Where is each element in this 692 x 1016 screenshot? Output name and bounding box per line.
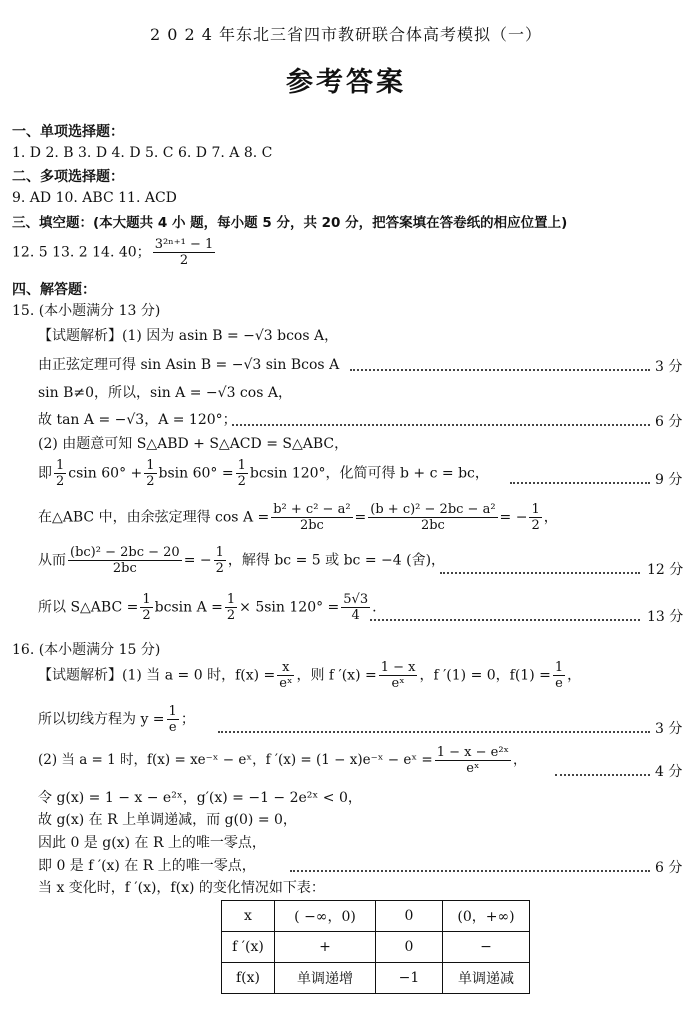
fraction-numerator: 1 bbox=[56, 458, 65, 473]
text: ，则 f ′(x) = bbox=[296, 667, 377, 684]
section-heading-multi-choice: 二、多项选择题： bbox=[12, 169, 124, 185]
q16-line-4: 令 g(x) = 1 − x − e²ˣ，g′(x) = −1 − 2e²ˣ < 0， bbox=[38, 790, 362, 806]
section-heading-fill-blank: 三、填空题：(本大题共 4 小 题，每小题 5 分，共 20 分，把答案填在答卷纸的相应位置上) bbox=[12, 215, 568, 231]
q15-line-6 bbox=[38, 458, 489, 489]
text: 所以 S△ABC = bbox=[38, 599, 139, 616]
fraction bbox=[553, 660, 565, 691]
table-cell: − bbox=[443, 932, 530, 963]
fraction-numerator: (bc)² − 2bc − 20 bbox=[70, 545, 180, 560]
text: bcsin A = bbox=[154, 599, 223, 616]
fraction-half bbox=[214, 545, 226, 576]
dot-leader bbox=[555, 774, 650, 776]
q16-line-5: 故 g(x) 在 R 上单调递减，而 g(0) = 0， bbox=[38, 812, 297, 828]
fraction-numerator: 1 bbox=[142, 592, 151, 607]
exam-title: 2 0 2 4 年东北三省四市教研联合体高考模拟（一） bbox=[149, 25, 543, 44]
table-cell: (0，+∞) bbox=[443, 901, 530, 932]
dot-leader bbox=[290, 870, 650, 872]
fraction-denominator: e bbox=[555, 676, 563, 691]
fraction-denominator: 2bc bbox=[420, 518, 445, 533]
text: ， bbox=[567, 667, 582, 684]
fraction-denominator: 2 bbox=[215, 561, 224, 576]
fill-blank-answers bbox=[12, 237, 217, 268]
fraction-numerator: 3²ⁿ⁺¹ − 1 bbox=[154, 237, 214, 252]
table-row bbox=[222, 932, 530, 963]
fraction-denominator: eˣ bbox=[391, 676, 405, 691]
score-mark: 9 分 bbox=[655, 472, 683, 488]
table-cell: −1 bbox=[376, 963, 443, 994]
fraction-half bbox=[236, 458, 248, 489]
dot-leader bbox=[510, 482, 650, 484]
variation-table bbox=[221, 900, 530, 994]
q16-title: 16. (本小题满分 15 分) bbox=[12, 642, 161, 658]
fraction bbox=[341, 592, 370, 623]
fraction-denominator: 2 bbox=[179, 253, 189, 268]
score-mark: 6 分 bbox=[655, 414, 683, 430]
dot-leader bbox=[370, 619, 640, 621]
table-cell: 单调递增 bbox=[275, 963, 376, 994]
fraction-denominator: 2bc bbox=[299, 518, 324, 533]
fraction bbox=[435, 745, 511, 776]
answer-14-fraction bbox=[153, 237, 216, 268]
fraction-denominator: 2 bbox=[531, 518, 540, 533]
text: bsin 60° = bbox=[158, 465, 234, 482]
q16-line-6: 因此 0 是 g(x) 在 R 上的唯一零点， bbox=[38, 835, 266, 851]
table-cell: 0 bbox=[376, 932, 443, 963]
q15-line-4: 故 tan A = −√3，A = 120°； bbox=[38, 412, 237, 428]
fraction bbox=[271, 502, 352, 533]
fraction-numerator: 1 bbox=[226, 592, 236, 607]
q15-line-5: (2) 由题意可知 S△ABD + S△ACD = S△ABC， bbox=[38, 436, 349, 452]
fraction-numerator: x bbox=[277, 660, 294, 676]
q15-line-2: 由正弦定理可得 sin Asin B = −√3 sin Bcos A bbox=[38, 357, 340, 373]
table-row bbox=[222, 901, 530, 932]
q16-line-3 bbox=[38, 745, 527, 776]
score-mark: 12 分 bbox=[647, 562, 684, 578]
fraction-numerator: (b + c)² − 2bc − a² bbox=[370, 502, 496, 517]
fraction bbox=[379, 660, 418, 691]
fraction-half bbox=[140, 592, 152, 623]
fraction-numerator: 1 bbox=[554, 660, 564, 675]
text: ，f ′(1) = 0，f(1) = bbox=[419, 667, 551, 684]
text: csin 60° + bbox=[68, 465, 143, 482]
fraction-denominator: 2bc bbox=[112, 561, 137, 576]
q15-line-3: sin B≠0，所以，sin A = −√3 cos A， bbox=[38, 385, 292, 401]
score-mark: 4 分 bbox=[655, 764, 683, 780]
text: 在△ABC 中，由余弦定理得 cos A = bbox=[38, 509, 270, 526]
fill-blank-answers-text: 12. 5 13. 2 14. 40； bbox=[12, 244, 151, 261]
text: 从而 bbox=[38, 552, 66, 569]
score-mark: 13 分 bbox=[647, 609, 684, 625]
fraction-denominator: 2 bbox=[146, 474, 155, 489]
fraction-numerator: 1 bbox=[531, 502, 540, 517]
fraction bbox=[167, 704, 179, 735]
fraction-denominator: 2 bbox=[226, 608, 236, 623]
text: . bbox=[372, 599, 377, 616]
table-cell: x bbox=[222, 901, 275, 932]
text: = − bbox=[499, 509, 528, 526]
fraction-denominator: eˣ bbox=[279, 676, 293, 691]
fraction-denominator: 4 bbox=[351, 608, 360, 623]
q16-line-2 bbox=[38, 704, 195, 735]
fraction-denominator: 2 bbox=[142, 608, 151, 623]
fraction-half bbox=[54, 458, 66, 489]
fraction-numerator: 1 bbox=[168, 704, 177, 719]
table-cell: f ′(x) bbox=[222, 932, 275, 963]
q15-title: 15. (本小题满分 13 分) bbox=[12, 303, 161, 319]
text: 即 bbox=[38, 465, 52, 482]
fraction-denominator: eˣ bbox=[466, 761, 480, 776]
table-cell: ( −∞，0) bbox=[275, 901, 376, 932]
text: = − bbox=[183, 552, 212, 569]
fraction bbox=[368, 502, 497, 533]
score-mark: 3 分 bbox=[655, 359, 683, 375]
fraction bbox=[68, 545, 182, 576]
fraction-numerator: 1 − x bbox=[380, 660, 416, 675]
score-mark: 3 分 bbox=[655, 721, 683, 737]
dot-leader bbox=[440, 572, 640, 574]
text: ，解得 bc = 5 或 bc = −4 (舍)， bbox=[227, 552, 446, 569]
document-title: 参考答案 bbox=[286, 67, 406, 98]
text: ， bbox=[513, 752, 527, 768]
fraction-denominator: 2 bbox=[237, 474, 246, 489]
text: bcsin 120°，化简可得 b + c = bc， bbox=[249, 465, 489, 482]
section-heading-solutions: 四、解答题： bbox=[12, 282, 96, 298]
text: × 5sin 120° = bbox=[239, 599, 340, 616]
q16-line-1 bbox=[38, 660, 581, 691]
text: 【试题解析】(1) 当 a = 0 时，f(x) = bbox=[38, 667, 276, 684]
table-row bbox=[222, 963, 530, 994]
fraction-numerator: 5√3 bbox=[343, 592, 369, 607]
table-cell: 单调递减 bbox=[443, 963, 530, 994]
table-cell: f(x) bbox=[222, 963, 275, 994]
fraction-half bbox=[225, 592, 237, 623]
fraction-half bbox=[529, 502, 541, 533]
dot-leader bbox=[350, 369, 650, 371]
single-choice-answers: 1. D 2. B 3. D 4. D 5. C 6. D 7. A 8. C bbox=[12, 145, 273, 161]
q16-line-7: 即 0 是 f ′(x) 在 R 上的唯一零点， bbox=[38, 858, 256, 874]
text: 所以切线方程为 y = bbox=[38, 711, 165, 728]
fraction-half bbox=[144, 458, 156, 489]
dot-leader bbox=[232, 424, 650, 426]
fraction-denominator: e bbox=[168, 720, 177, 735]
table-cell: 0 bbox=[376, 901, 443, 932]
fraction-numerator: 1 bbox=[237, 458, 246, 473]
fraction-numerator: 1 bbox=[146, 458, 155, 473]
multi-choice-answers: 9. AD 10. ABC 11. ACD bbox=[12, 190, 177, 206]
dot-leader bbox=[218, 731, 650, 733]
q15-line-9 bbox=[38, 592, 377, 623]
text: ， bbox=[543, 509, 558, 526]
fraction-denominator: 2 bbox=[56, 474, 65, 489]
section-heading-single-choice: 一、单项选择题： bbox=[12, 124, 124, 140]
table-cell: + bbox=[275, 932, 376, 963]
q15-line-7: 在△ABC 中，由余弦定理得 cos A = $\frac{\text{b² + c² − a²}}{2bc}$ = $\frac{\text{(b + c)² − 2bc − a²}}{2bc}$ = − $\frac{1}{2}$ ， bbox=[38, 502, 558, 533]
fraction bbox=[277, 660, 294, 691]
q15-line-8 bbox=[38, 545, 445, 576]
fraction-numerator: b² + c² − a² bbox=[273, 502, 351, 517]
q15-line-1: 【试题解析】(1) 因为 asin B = −√3 bcos A， bbox=[38, 328, 339, 344]
score-mark: 6 分 bbox=[655, 860, 683, 876]
text: ； bbox=[180, 711, 195, 728]
fraction-numerator: 1 bbox=[215, 545, 224, 560]
text: (2) 当 a = 1 时，f(x) = xe⁻ˣ − eˣ，f ′(x) = (1 − x)e⁻ˣ − eˣ = bbox=[38, 752, 433, 768]
fraction-numerator: 1 − x − e²ˣ bbox=[436, 745, 510, 760]
q16-line-8: 当 x 变化时，f ′(x)，f(x) 的变化情况如下表： bbox=[38, 880, 325, 896]
